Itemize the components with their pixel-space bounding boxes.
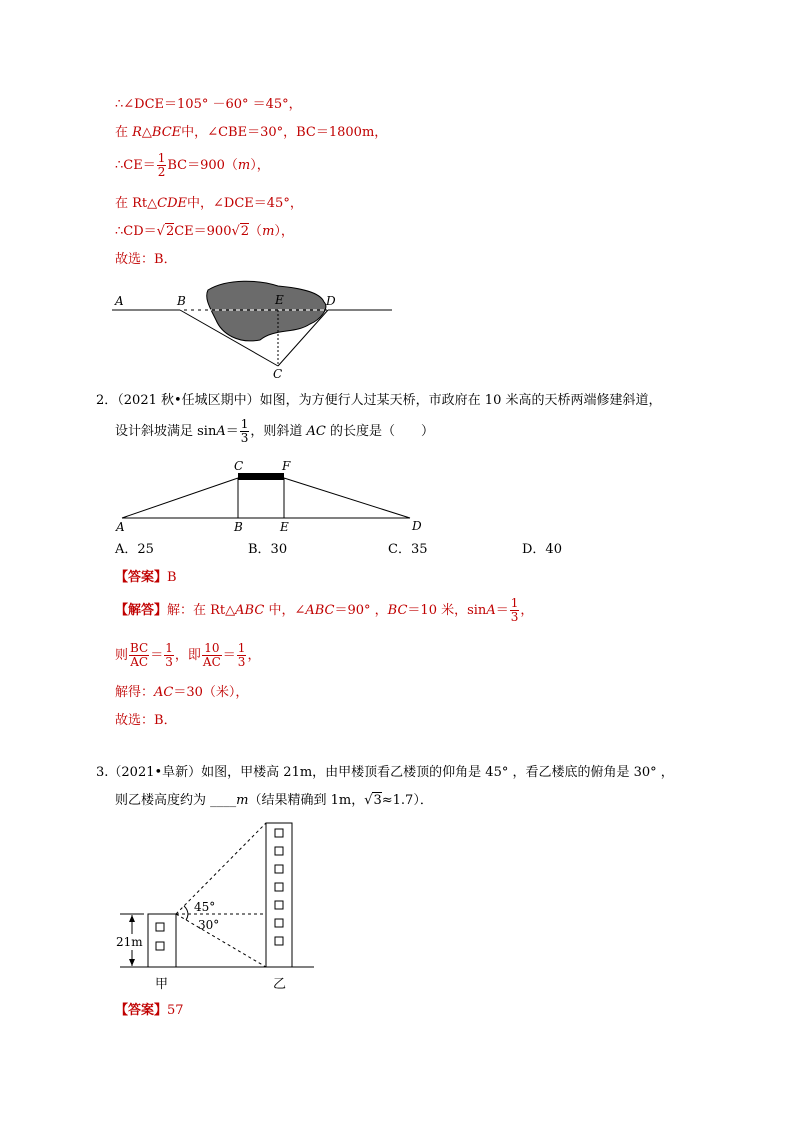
figure-lake <box>110 276 400 382</box>
label-jia: 甲 <box>155 977 169 992</box>
slope-ac <box>122 478 238 518</box>
bridge-deck <box>238 473 284 480</box>
sol1-line1: ∴∠DCE＝105° －60° ＝45°， <box>115 97 302 112</box>
sight-elevation <box>176 823 266 914</box>
window-yi-3 <box>275 865 283 873</box>
figure-buildings <box>110 818 320 998</box>
label-d: D <box>412 519 422 533</box>
sol1-line5: ∴CD＝√2CE＝900√2（m）， <box>115 224 294 239</box>
option-d[interactable]: D．40 <box>522 542 562 557</box>
label-c: C <box>273 367 283 381</box>
label-f: F <box>282 459 291 473</box>
label-b: B <box>177 294 186 308</box>
q2-stem-line1: 2．（2021 秋•任城区期中）如图，为方便行人过某天桥，市政府在 10 米高的天桥两端修建斜道， <box>96 393 662 408</box>
slope-fd <box>284 478 410 518</box>
sight-depression <box>176 914 266 967</box>
window-yi-4 <box>275 883 283 891</box>
window-yi-6 <box>275 919 283 927</box>
building-jia <box>148 914 176 967</box>
label-a: A <box>116 520 125 534</box>
label-d: D <box>326 294 336 308</box>
label-c: C <box>234 459 244 473</box>
dim-arrow-down <box>129 959 135 966</box>
q2-analysis-line4: 故选：B． <box>115 713 177 728</box>
sol1-line2: 在 R△BCE中，∠CBE＝30°，BC＝1800m， <box>115 125 388 140</box>
label-a: A <box>115 294 124 308</box>
sol1-line4: 在 Rt△CDE中，∠DCE＝45°， <box>115 196 303 211</box>
q2-analysis-line2: 则 $\frac{BC}{AC}$ ＝ $\frac{1}{3}$ ，即 $\frac{10}{AC}$ ＝ $\frac{1}{3}$ ， <box>115 641 261 669</box>
label-e: E <box>275 293 284 307</box>
angle-arc-45 <box>184 906 188 914</box>
q2-stem-line2: 设计斜坡满足 sinA＝ $\frac{1}{3}$ ，则斜道 AC 的长度是（ ） <box>115 417 435 445</box>
label-e: E <box>280 520 289 534</box>
option-a[interactable]: A．25 <box>115 542 154 557</box>
answer-blank[interactable]: ____ <box>210 793 237 808</box>
dim-arrow-up <box>129 915 135 922</box>
window-jia-2 <box>156 942 164 950</box>
label-height: 21m <box>116 935 143 949</box>
q3-answer: 【答案】57 <box>115 1003 184 1018</box>
figure-bridge <box>110 456 430 536</box>
window-jia-1 <box>156 923 164 931</box>
q2-analysis-line1: 【解答】解：在 Rt△ABC 中，∠ABC＝90° ，BC＝10 米，sinA＝ $\frac{1}{3}$ ， <box>115 596 534 624</box>
q3-stem-line2: 则乙楼高度约为 ____m（结果精确到 1m，√3≈1.7）． <box>115 793 433 808</box>
label-b: B <box>234 520 243 534</box>
option-c[interactable]: C．35 <box>388 542 428 557</box>
q2-analysis-line3: 解得：AC＝30（米）， <box>115 685 249 700</box>
label-yi: 乙 <box>273 977 287 992</box>
q2-answer: 【答案】B <box>115 570 177 585</box>
window-yi-7 <box>275 937 283 945</box>
q3-stem-line1: 3.（2021•阜新）如图，甲楼高 21m，由甲楼顶看乙楼顶的仰角是 45° ，看乙楼底的俯角是 30° ， <box>96 765 674 780</box>
label-angle-45: 45° <box>194 900 216 914</box>
sol1-line6: 故选：B． <box>115 252 177 267</box>
window-yi-2 <box>275 847 283 855</box>
window-yi-5 <box>275 901 283 909</box>
option-b[interactable]: B．30 <box>248 542 288 557</box>
sol1-line3: ∴CE＝ $\frac{1}{2}$ BC＝900（m）， <box>115 151 270 179</box>
angle-arc-30 <box>186 914 188 920</box>
label-angle-30: 30° <box>198 918 220 932</box>
window-yi-1 <box>275 829 283 837</box>
